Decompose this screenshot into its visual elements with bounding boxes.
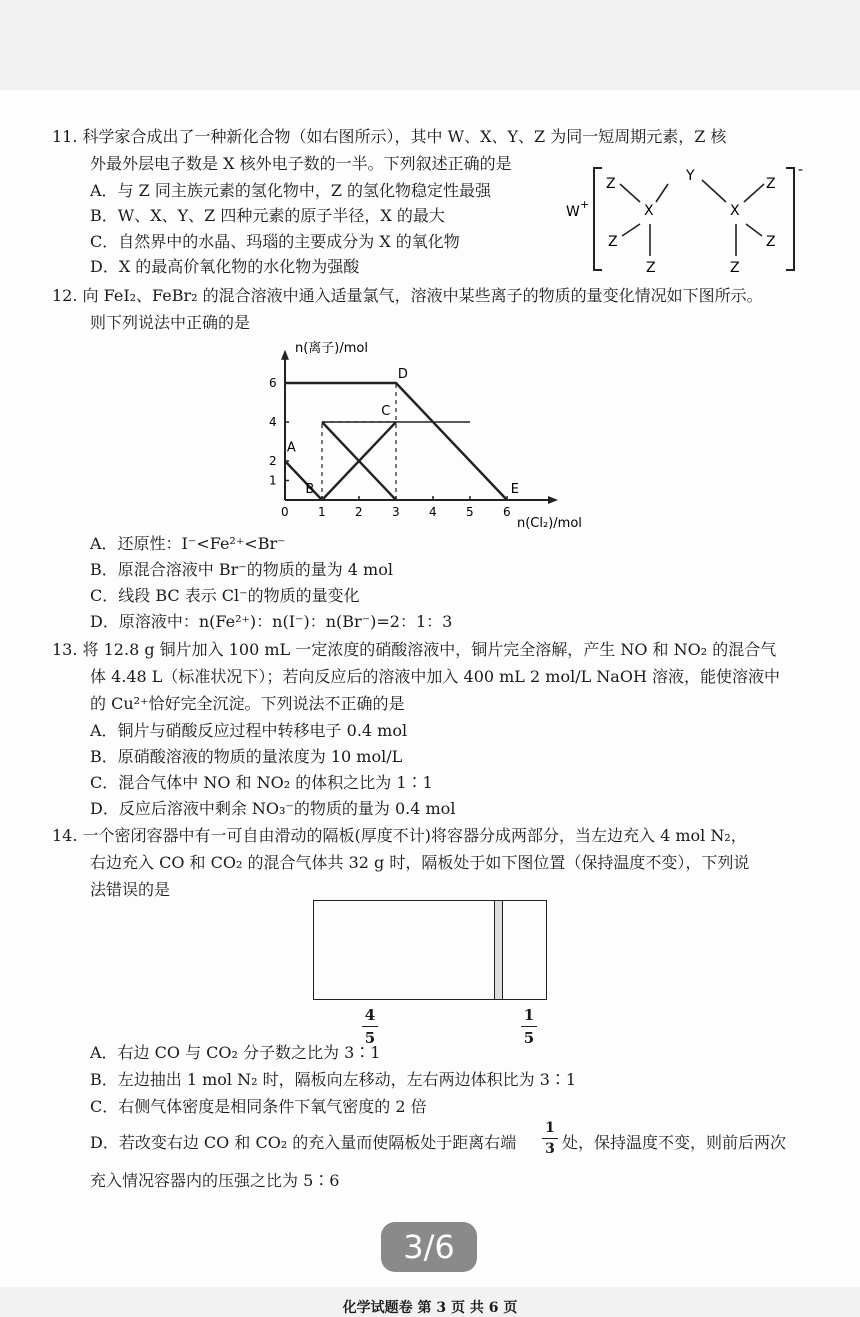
d-fraction-den: 3 (545, 1141, 555, 1157)
chart-y-label: n(离子)/mol (295, 341, 368, 356)
x-tick-label: 3 (392, 505, 400, 519)
z-top-right: Z (766, 176, 776, 192)
q14-stem-line2: 右边充入 CO 和 CO₂ 的混合气体共 32 g 时，隔板处于如下图位置（保持温度不变），下列说 (90, 853, 750, 872)
x-tick-label: 1 (318, 505, 326, 519)
point-label-a: A (286, 440, 296, 456)
z-mid-right: Z (766, 234, 776, 250)
q11-stem-line2: 外最外层电子数是 X 核外电子数的一半。下列叙述正确的是 (90, 154, 512, 173)
z-bottom-right: Z (730, 260, 740, 276)
z-top-left: Z (606, 176, 616, 192)
q14-option-d-line2: 充入情况容器内的压强之比为 5∶6 (90, 1171, 340, 1190)
w-charge: + (580, 198, 590, 211)
fraction-right (519, 1006, 539, 1047)
anion-charge: - (798, 162, 804, 178)
y-axis-arrow (281, 350, 289, 360)
q14-option-d-part1: D．若改变右边 CO 和 CO₂ 的充入量而使隔板处于距离右端 (90, 1133, 517, 1152)
x-right: X (730, 203, 740, 219)
q13-option-c: C．混合气体中 NO 和 NO₂ 的体积之比为 1∶1 (90, 773, 433, 792)
ion-amount-chart (255, 330, 605, 530)
x-left: X (644, 203, 654, 219)
q14-stem-line1: 14. 一个密闭容器中有一可自由滑动的隔板(厚度不计)将容器分成两部分，当左边充入 4 mol N₂， (52, 826, 747, 845)
sliding-partition (494, 901, 503, 999)
q14-option-d-part2: 处，保持温度不变，则前后两次 (562, 1133, 787, 1152)
q11-option-c: C．自然界中的水晶、玛瑙的主要成分为 X 的氧化物 (90, 232, 460, 251)
point-label-c: C (381, 404, 391, 420)
q13-stem-line3: 的 Cu²⁺恰好完全沉淀。下列说法不正确的是 (90, 694, 405, 713)
q12-option-a: A．还原性：I⁻<Fe²⁺<Br⁻ (90, 534, 286, 553)
x-tick-label: 5 (466, 505, 474, 519)
y-tick-label: 6 (269, 376, 277, 390)
q12-option-d: D．原溶液中：n(Fe²⁺)：n(I⁻)：n(Br⁻)=2：1：3 (90, 612, 453, 631)
point-label-b: B (305, 482, 315, 498)
q11-option-a: A．与 Z 同主族元素的氢化物中，Z 的氢化物稳定性最强 (90, 181, 492, 200)
fraction-right-num: 1 (523, 1006, 535, 1024)
container-diagram (313, 900, 547, 1000)
q12-option-c: C．线段 BC 表示 Cl⁻的物质的量变化 (90, 586, 360, 605)
y-tick-label: 1 (269, 473, 277, 488)
point-label-e: E (510, 482, 519, 498)
z-bottom-left: Z (646, 260, 656, 276)
x-tick-label: 6 (503, 505, 511, 519)
q13-option-b: B．原硝酸溶液的物质的量浓度为 10 mol/L (90, 747, 403, 766)
q11-option-d: D．X 的最高价氧化物的水化物为强酸 (90, 257, 360, 276)
q13-stem-line1: 13. 将 12.8 g 铜片加入 100 mL 一定浓度的硝酸溶液中，铜片完全溶解，产生 NO 和 NO₂ 的混合气 (52, 640, 777, 659)
y-center: Y (686, 168, 695, 184)
d-fraction-num: 1 (545, 1120, 555, 1136)
exam-page (0, 90, 860, 1316)
y-tick-label: 2 (269, 454, 277, 468)
q11-stem-line1: 11. 科学家合成出了一种新化合物（如右图所示），其中 W、X、Y、Z 为同一短周期元素，Z 核 (52, 127, 727, 146)
w-label: W (566, 204, 580, 220)
x-tick-label: 4 (429, 505, 437, 519)
fraction-right-den: 5 (523, 1029, 535, 1047)
q14-option-a: A．右边 CO 与 CO₂ 分子数之比为 3∶1 (90, 1043, 381, 1062)
page-footer: 化学试题卷 第 3 页 共 6 页 (342, 1300, 518, 1316)
series-line (285, 461, 322, 500)
z-mid-left: Z (608, 234, 618, 250)
q14-option-c: C．右侧气体密度是相同条件下氧气密度的 2 倍 (90, 1097, 427, 1116)
x-tick-label: 0 (281, 505, 289, 519)
q13-option-a: A．铜片与硝酸反应过程中转移电子 0.4 mol (90, 721, 408, 740)
chart-x-label: n(Cl₂)/mol (517, 516, 582, 530)
q14-option-d-fraction (540, 1120, 560, 1157)
q11-option-b: B．W、X、Y、Z 四种元素的原子半径，X 的最大 (90, 206, 445, 225)
y-tick-label: 4 (269, 415, 277, 429)
fraction-left-num: 4 (364, 1006, 376, 1024)
x-axis-arrow (548, 496, 558, 504)
q13-stem-line2: 体 4.48 L（标准状况下）；若向反应后的溶液中加入 400 mL 2 mol/L NaOH 溶液，能使溶液中 (90, 667, 781, 686)
x-tick-label: 2 (355, 505, 363, 519)
q12-stem-line1: 12. 向 FeI₂、FeBr₂ 的混合溶液中通入适量氯气，溶液中某些离子的物质的量变化情况如下图所示。 (52, 286, 763, 305)
q14-stem-line3: 法错误的是 (90, 880, 171, 899)
fraction-left-den: 5 (364, 1029, 376, 1047)
point-label-d: D (397, 367, 408, 383)
q12-option-b: B．原混合溶液中 Br⁻的物质的量为 4 mol (90, 560, 393, 579)
fraction-left (360, 1006, 380, 1047)
q11-structure-diagram (560, 160, 810, 276)
q14-option-b: B．左边抽出 1 mol N₂ 时，隔板向左移动，左右两边体积比为 3∶1 (90, 1070, 577, 1089)
page-indicator: 3/6 (381, 1222, 477, 1272)
q13-option-d: D．反应后溶液中剩余 NO₃⁻的物质的量为 0.4 mol (90, 799, 456, 818)
q12-stem-line2: 则下列说法中正确的是 (90, 313, 251, 332)
